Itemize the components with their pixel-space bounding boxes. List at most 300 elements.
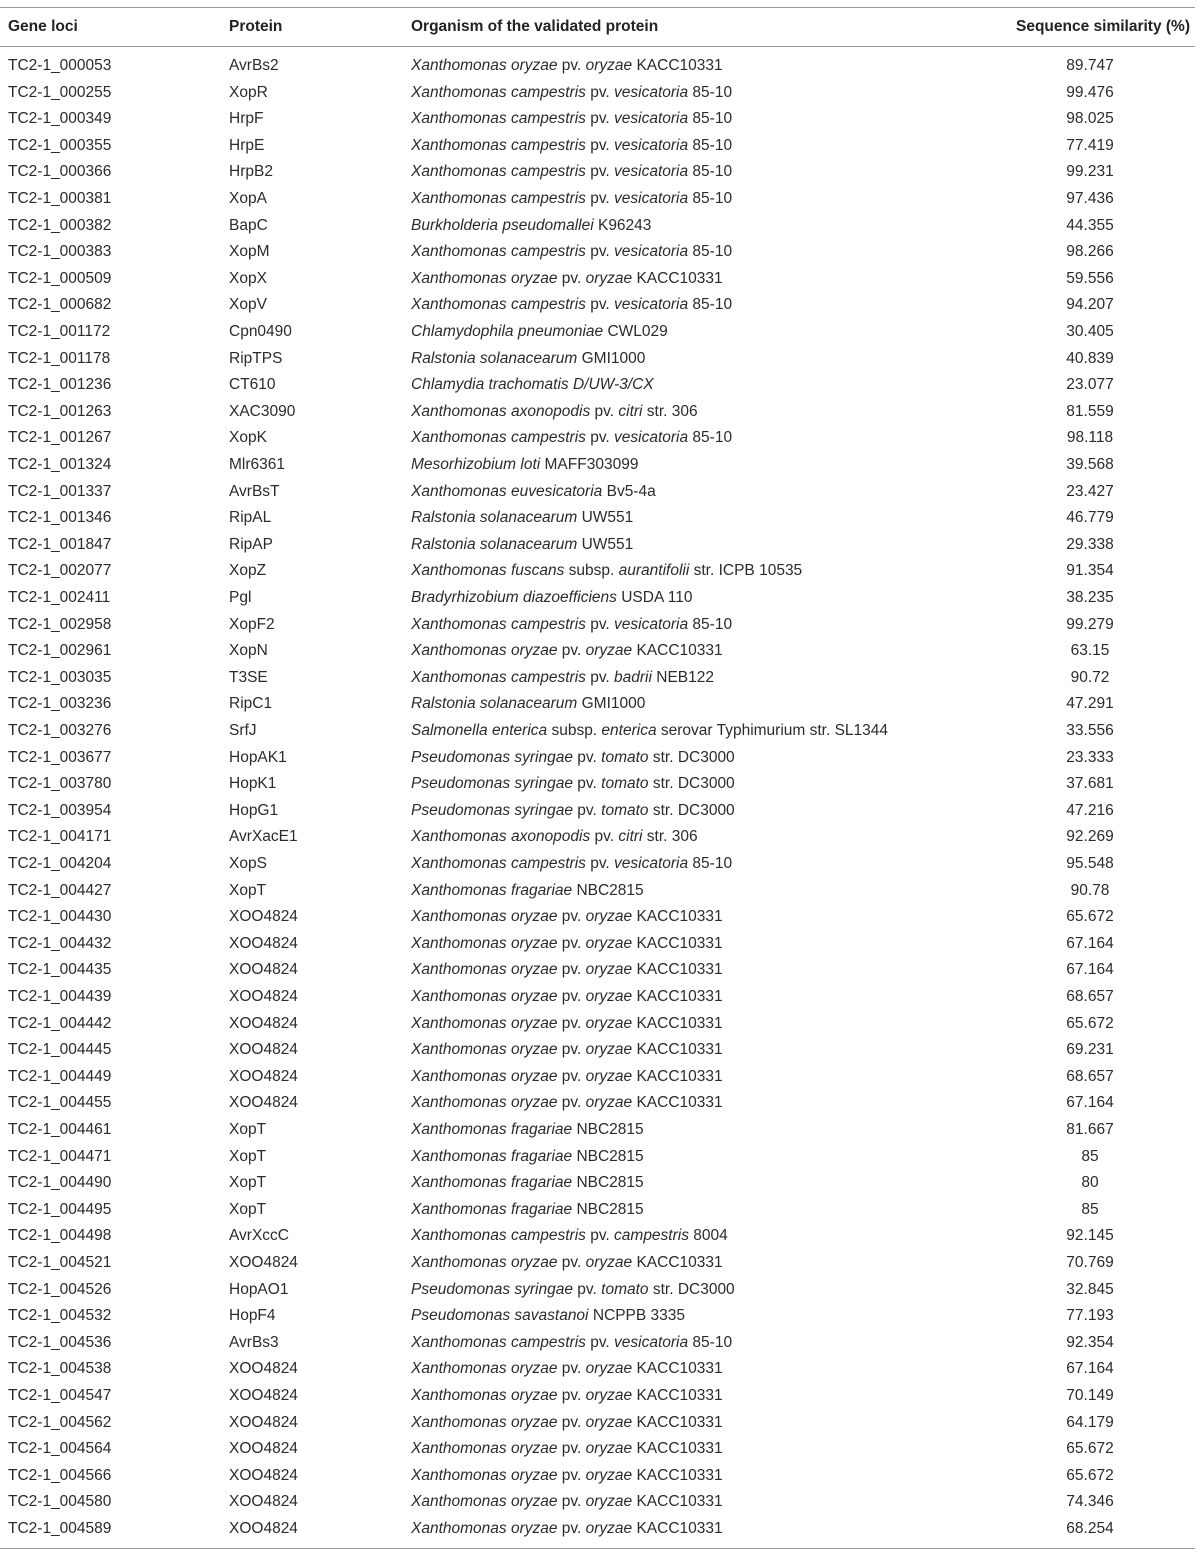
gene-loci-cell: TC2-1_003236	[8, 695, 112, 713]
protein-cell: SrfJ	[229, 722, 257, 739]
organism-cell	[411, 745, 735, 771]
organism-italic-part: vesicatoria	[614, 855, 689, 872]
organism-cell	[411, 691, 645, 717]
organism-cell	[411, 665, 714, 691]
organism-plain-part: pv.	[557, 988, 586, 1005]
organism-cell	[411, 1383, 723, 1409]
gene-loci-cell: TC2-1_004471	[8, 1147, 112, 1165]
table-row	[0, 851, 1200, 877]
table-row	[0, 957, 1200, 983]
organism-plain-part: NBC2815	[572, 1121, 644, 1138]
organism-cell	[411, 159, 732, 185]
organism-plain-part: pv.	[585, 190, 615, 207]
organism-italic-part: Xanthomonas oryzae	[411, 269, 558, 287]
protein-cell: BapC	[229, 216, 268, 234]
organism-plain-part: serovar Typhimurium str. SL1344	[656, 722, 889, 739]
protein-cell: XOO4824	[229, 1094, 298, 1112]
gene-loci-cell: TC2-1_004430	[8, 908, 112, 926]
protein-cell: XopT	[229, 1147, 267, 1165]
table-row	[0, 425, 1200, 451]
organism-cell	[411, 798, 735, 824]
gene-loci-cell: TC2-1_004439	[8, 988, 112, 1005]
gene-loci-cell: TC2-1_004589	[8, 1520, 112, 1537]
table-row	[0, 53, 1200, 79]
table-row	[0, 824, 1200, 850]
table-row	[0, 80, 1200, 106]
organism-plain-part: pv.	[557, 1014, 586, 1032]
organism-cell	[411, 479, 656, 505]
organism-plain-part: USDA 110	[616, 589, 693, 606]
organism-plain-part: pv.	[557, 1387, 586, 1404]
organism-italic-part: oryzae	[585, 1440, 633, 1458]
gene-loci-cell: TC2-1_004532	[8, 1307, 112, 1325]
gene-loci-cell: TC2-1_000349	[8, 110, 112, 128]
sequence-similarity-cell: 59.556	[1066, 269, 1114, 287]
protein-cell: XOO4824	[229, 1067, 298, 1085]
organism-plain-part: pv.	[585, 615, 615, 633]
organism-italic-part: oryzae	[585, 1014, 633, 1032]
table-row	[0, 1197, 1200, 1223]
sequence-similarity-cell: 65.672	[1066, 1440, 1114, 1458]
organism-italic-part: Xanthomonas oryzae	[411, 1014, 558, 1032]
organism-plain-part: KACC10331	[632, 908, 723, 926]
organism-plain-part: KACC10331	[632, 1466, 723, 1484]
gene-loci-cell: TC2-1_004449	[8, 1067, 112, 1085]
protein-cell: XopT	[229, 1121, 267, 1138]
organism-plain-part: KACC10331	[632, 1493, 723, 1511]
organism-plain-part: str. DC3000	[648, 1280, 735, 1298]
gene-loci-cell: TC2-1_004538	[8, 1360, 112, 1378]
organism-plain-part: pv.	[557, 1493, 586, 1511]
organism-italic-part: Xanthomonas fuscans	[411, 562, 565, 580]
sequence-similarity-cell: 68.657	[1066, 1067, 1114, 1085]
organism-cell	[411, 239, 732, 265]
organism-cell	[411, 1463, 723, 1489]
table-row	[0, 558, 1200, 584]
organism-plain-part: pv.	[557, 1440, 586, 1458]
organism-cell	[411, 1356, 723, 1382]
organism-italic-part: oryzae	[585, 57, 633, 74]
organism-italic-part: Salmonella enterica	[411, 722, 548, 739]
gene-loci-cell: TC2-1_004432	[8, 934, 112, 952]
organism-plain-part: pv.	[585, 668, 615, 686]
organism-italic-part: Mesorhizobium loti	[411, 456, 541, 473]
organism-plain-part: KACC10331	[632, 1041, 723, 1059]
sequence-similarity-cell: 47.291	[1066, 695, 1114, 713]
organism-italic-part: Xanthomonas oryzae	[411, 1254, 558, 1271]
organism-plain-part: pv.	[585, 83, 615, 101]
table-row	[0, 1170, 1200, 1196]
organism-italic-part: Burkholderia pseudomallei	[411, 216, 594, 234]
organism-plain-part: KACC10331	[632, 1387, 723, 1404]
organism-plain-part: GMI1000	[577, 695, 646, 713]
organism-plain-part: pv.	[585, 1333, 615, 1351]
organism-plain-part: 85-10	[688, 190, 733, 207]
organism-italic-part: oryzae	[585, 1067, 633, 1085]
gene-loci-cell: TC2-1_001172	[8, 323, 111, 340]
gene-loci-cell: TC2-1_004495	[8, 1200, 112, 1218]
organism-cell	[411, 1090, 723, 1116]
organism-italic-part: vesicatoria	[614, 296, 689, 314]
protein-cell: HrpF	[229, 110, 264, 128]
organism-cell	[411, 718, 888, 744]
organism-plain-part: MAFF303099	[540, 456, 639, 473]
protein-cell: HopAK1	[229, 748, 287, 766]
table-row	[0, 319, 1200, 345]
gene-loci-cell: TC2-1_004455	[8, 1094, 112, 1112]
gene-loci-cell: TC2-1_001337	[8, 482, 112, 500]
organism-cell	[411, 1436, 723, 1462]
organism-plain-part: pv.	[557, 1466, 586, 1484]
organism-plain-part: pv.	[557, 1520, 586, 1537]
protein-cell: XOO4824	[229, 988, 298, 1005]
organism-plain-part: 85-10	[688, 429, 733, 447]
gene-loci-cell: TC2-1_003276	[8, 722, 112, 739]
organism-italic-part: campestris	[614, 1227, 689, 1245]
organism-plain-part: 85-10	[688, 1333, 733, 1351]
organism-plain-part: KACC10331	[632, 1254, 723, 1271]
organism-plain-part: pv.	[557, 934, 586, 952]
organism-italic-part: Ralstonia solanacearum	[411, 535, 578, 553]
organism-italic-part: tomato	[601, 748, 649, 766]
organism-plain-part: UW551	[577, 509, 634, 527]
organism-cell	[411, 1011, 723, 1037]
gene-loci-cell: TC2-1_004564	[8, 1440, 112, 1458]
sequence-similarity-cell: 29.338	[1066, 535, 1114, 553]
sequence-similarity-cell: 80	[1081, 1174, 1099, 1192]
organism-italic-part: Pseudomonas syringae	[411, 748, 573, 766]
gene-loci-cell: TC2-1_000366	[8, 163, 112, 181]
table-row	[0, 1250, 1200, 1276]
table-row	[0, 399, 1200, 425]
organism-plain-part: NBC2815	[572, 881, 644, 899]
organism-italic-part: Ralstonia solanacearum	[411, 349, 578, 367]
protein-cell: XOO4824	[229, 1520, 298, 1537]
protein-cell: XopN	[229, 642, 268, 660]
protein-cell: XOO4824	[229, 1493, 298, 1511]
gene-loci-cell: TC2-1_004427	[8, 881, 112, 899]
organism-italic-part: Xanthomonas oryzae	[411, 1440, 558, 1458]
protein-cell: XopA	[229, 190, 267, 207]
organism-cell	[411, 771, 735, 797]
organism-plain-part: KACC10331	[632, 1067, 723, 1085]
sequence-similarity-cell: 44.355	[1066, 216, 1114, 234]
organism-plain-part: pv.	[590, 402, 619, 420]
sequence-similarity-cell: 65.672	[1066, 908, 1114, 926]
table-row	[0, 904, 1200, 930]
organism-italic-part: vesicatoria	[614, 136, 689, 154]
sequence-similarity-cell: 85	[1081, 1200, 1099, 1218]
table-row	[0, 1383, 1200, 1409]
table-row	[0, 292, 1200, 318]
sequence-similarity-cell: 47.216	[1066, 801, 1114, 819]
protein-cell: HopF4	[229, 1307, 276, 1325]
table-row	[0, 1303, 1200, 1329]
sequence-similarity-cell: 65.672	[1066, 1014, 1114, 1032]
table-row	[0, 1011, 1200, 1037]
table-row	[0, 106, 1200, 132]
organism-plain-part: KACC10331	[632, 642, 723, 660]
organism-italic-part: Xanthomonas oryzae	[411, 1067, 558, 1085]
table-row	[0, 1144, 1200, 1170]
organism-plain-part: pv.	[585, 429, 615, 447]
organism-italic-part: Xanthomonas oryzae	[411, 934, 558, 952]
protein-cell: XAC3090	[229, 402, 296, 420]
protein-cell: RipTPS	[229, 349, 283, 367]
protein-cell: XOO4824	[229, 1254, 298, 1271]
sequence-similarity-cell: 63.15	[1070, 642, 1110, 660]
organism-italic-part: vesicatoria	[614, 243, 689, 261]
organism-italic-part: Xanthomonas fragariae	[411, 1121, 573, 1138]
gene-loci-cell: TC2-1_004171	[8, 828, 112, 846]
organism-plain-part: str. DC3000	[648, 748, 735, 766]
organism-cell	[411, 984, 723, 1010]
organism-plain-part: KACC10331	[632, 57, 723, 74]
organism-italic-part: Xanthomonas oryzae	[411, 642, 558, 660]
organism-cell	[411, 425, 732, 451]
organism-italic-part: Xanthomonas campestris	[411, 668, 586, 686]
protein-cell: HopK1	[229, 775, 277, 793]
sequence-similarity-cell: 77.419	[1066, 136, 1114, 154]
organism-cell	[411, 638, 723, 664]
protein-cell: XopT	[229, 881, 267, 899]
gene-loci-cell: TC2-1_004536	[8, 1333, 112, 1351]
organism-plain-part: pv.	[557, 1094, 586, 1112]
protein-cell: XOO4824	[229, 1041, 298, 1059]
organism-cell	[411, 1117, 644, 1143]
organism-italic-part: Xanthomonas oryzae	[411, 1493, 558, 1511]
sequence-similarity-cell: 89.747	[1066, 57, 1114, 74]
organism-italic-part: Xanthomonas campestris	[411, 296, 586, 314]
organism-italic-part: Xanthomonas fragariae	[411, 881, 573, 899]
protein-cell: AvrBs2	[229, 57, 279, 74]
table-row	[0, 1277, 1200, 1303]
sequence-similarity-cell: 99.279	[1066, 615, 1114, 633]
organism-cell	[411, 1144, 644, 1170]
protein-cell: XopT	[229, 1200, 267, 1218]
table-bottom-rule	[0, 1548, 1195, 1549]
organism-plain-part: pv.	[585, 1227, 615, 1245]
organism-plain-part: CWL029	[603, 323, 668, 340]
organism-italic-part: Xanthomonas fragariae	[411, 1147, 573, 1165]
organism-italic-part: oryzae	[585, 1520, 633, 1537]
sequence-similarity-cell: 92.354	[1066, 1333, 1114, 1351]
table-row	[0, 346, 1200, 372]
organism-italic-part: vesicatoria	[614, 429, 689, 447]
organism-italic-part: Xanthomonas euvesicatoria	[411, 482, 603, 500]
table-row	[0, 638, 1200, 664]
sequence-similarity-cell: 98.118	[1066, 429, 1114, 447]
organism-plain-part: pv.	[557, 961, 586, 979]
organism-cell	[411, 1303, 685, 1329]
organism-plain-part: 85-10	[688, 296, 733, 314]
organism-italic-part: Chlamydophila pneumoniae	[411, 323, 604, 340]
gene-loci-cell: TC2-1_000383	[8, 243, 112, 261]
sequence-similarity-cell: 95.548	[1066, 855, 1114, 872]
organism-italic-part: oryzae	[585, 1387, 633, 1404]
organism-italic-part: Xanthomonas campestris	[411, 83, 586, 101]
gene-loci-cell: TC2-1_001346	[8, 509, 112, 527]
gene-loci-cell: TC2-1_004490	[8, 1174, 112, 1192]
sequence-similarity-cell: 81.667	[1066, 1121, 1114, 1138]
organism-italic-part: Xanthomonas axonopodis	[411, 828, 591, 846]
sequence-similarity-cell: 23.333	[1066, 748, 1114, 766]
sequence-similarity-cell: 99.231	[1066, 163, 1114, 181]
organism-plain-part: 85-10	[688, 243, 733, 261]
protein-cell: HrpB2	[229, 163, 273, 181]
sequence-similarity-cell: 67.164	[1066, 961, 1114, 979]
organism-plain-part: pv.	[573, 748, 602, 766]
organism-cell	[411, 53, 723, 79]
organism-plain-part: 8004	[688, 1227, 728, 1245]
protein-cell: HopAO1	[229, 1280, 289, 1298]
organism-italic-part: Xanthomonas axonopodis	[411, 402, 591, 420]
protein-cell: XopK	[229, 429, 267, 447]
organism-cell	[411, 80, 732, 106]
organism-plain-part: KACC10331	[632, 269, 723, 287]
organism-plain-part: 85-10	[688, 855, 733, 872]
organism-cell	[411, 1330, 732, 1356]
organism-italic-part: Xanthomonas oryzae	[411, 1041, 558, 1059]
sequence-similarity-cell: 67.164	[1066, 934, 1114, 952]
table-row	[0, 1516, 1200, 1542]
organism-italic-part: oryzae	[585, 1254, 633, 1271]
organism-italic-part: vesicatoria	[614, 110, 689, 128]
organism-plain-part: KACC10331	[632, 961, 723, 979]
organism-cell	[411, 878, 644, 904]
table-row	[0, 133, 1200, 159]
organism-cell	[411, 319, 668, 345]
table-top-rule	[0, 7, 1195, 8]
organism-plain-part: pv.	[557, 1067, 586, 1085]
sequence-similarity-cell: 23.427	[1066, 482, 1114, 500]
organism-cell	[411, 292, 732, 318]
organism-plain-part: str. DC3000	[648, 775, 735, 793]
organism-cell	[411, 106, 732, 132]
gene-loci-cell: TC2-1_004204	[8, 855, 112, 872]
organism-cell	[411, 558, 802, 584]
table-row	[0, 691, 1200, 717]
organism-plain-part: pv.	[557, 1413, 586, 1431]
organism-cell	[411, 133, 732, 159]
gene-loci-cell: TC2-1_000382	[8, 216, 112, 234]
protein-cell: AvrXacE1	[229, 828, 298, 846]
sequence-similarity-cell: 38.235	[1066, 589, 1114, 606]
organism-italic-part: vesicatoria	[614, 83, 689, 101]
table-row	[0, 372, 1200, 398]
organism-plain-part: NBC2815	[572, 1147, 644, 1165]
organism-italic-part: Xanthomonas campestris	[411, 110, 586, 128]
organism-italic-part: vesicatoria	[614, 163, 689, 181]
sequence-similarity-cell: 85	[1081, 1147, 1099, 1165]
protein-cell: XOO4824	[229, 1014, 298, 1032]
table-row	[0, 186, 1200, 212]
protein-cell: RipAP	[229, 535, 273, 553]
table-row	[0, 1356, 1200, 1382]
header-gene-loci: Gene loci	[8, 18, 78, 35]
header-sequence-similarity: Sequence similarity (%)	[1015, 18, 1190, 35]
gene-loci-cell: TC2-1_004442	[8, 1014, 112, 1032]
organism-italic-part: Xanthomonas campestris	[411, 1333, 586, 1351]
gene-loci-cell: TC2-1_002077	[8, 562, 112, 580]
protein-cell: XopR	[229, 83, 268, 101]
sequence-similarity-cell: 67.164	[1066, 1094, 1114, 1112]
gene-loci-cell: TC2-1_004566	[8, 1466, 112, 1484]
sequence-similarity-cell: 69.231	[1066, 1041, 1114, 1059]
organism-plain-part: UW551	[577, 535, 634, 553]
table-row	[0, 239, 1200, 265]
table-row	[0, 532, 1200, 558]
gene-loci-cell: TC2-1_000682	[8, 296, 112, 314]
organism-plain-part: 85-10	[688, 163, 733, 181]
sequence-similarity-cell: 92.269	[1066, 828, 1114, 846]
organism-plain-part: pv.	[573, 801, 602, 819]
organism-plain-part: KACC10331	[632, 1094, 723, 1112]
organism-italic-part: oryzae	[585, 908, 633, 926]
organism-plain-part: pv.	[590, 828, 619, 846]
protein-cell: XOO4824	[229, 961, 298, 979]
sequence-similarity-cell: 98.266	[1066, 243, 1114, 261]
table-row	[0, 878, 1200, 904]
protein-cell: CT610	[229, 376, 276, 394]
organism-plain-part: pv.	[585, 163, 615, 181]
sequence-similarity-cell: 40.839	[1066, 349, 1114, 367]
organism-plain-part: 85-10	[688, 615, 733, 633]
protein-cell: RipAL	[229, 509, 272, 527]
protein-cell: Pgl	[229, 589, 252, 606]
sequence-similarity-cell: 90.78	[1070, 881, 1110, 899]
protein-cell: XopZ	[229, 562, 267, 580]
sequence-similarity-cell: 68.254	[1066, 1520, 1114, 1537]
protein-cell: HopG1	[229, 801, 279, 819]
table-row	[0, 1410, 1200, 1436]
gene-loci-cell: TC2-1_004445	[8, 1041, 112, 1059]
gene-loci-cell: TC2-1_004580	[8, 1493, 112, 1511]
gene-loci-cell: TC2-1_001267	[8, 429, 112, 447]
organism-plain-part: NBC2815	[572, 1174, 644, 1192]
organism-italic-part: Bradyrhizobium diazoefficiens	[411, 589, 617, 606]
gene-loci-cell: TC2-1_000355	[8, 136, 112, 154]
sequence-similarity-cell: 98.025	[1066, 110, 1114, 128]
gene-loci-cell: TC2-1_000381	[8, 190, 112, 207]
organism-cell	[411, 957, 723, 983]
organism-plain-part: str. 306	[642, 828, 698, 846]
organism-italic-part: Pseudomonas savastanoi	[411, 1307, 589, 1325]
organism-italic-part: Xanthomonas oryzae	[411, 1520, 558, 1537]
organism-italic-part: tomato	[601, 801, 649, 819]
organism-italic-part: vesicatoria	[614, 190, 689, 207]
protein-cell: XopS	[229, 855, 267, 872]
organism-italic-part: vesicatoria	[614, 1333, 689, 1351]
organism-plain-part: str. 306	[642, 402, 698, 420]
organism-italic-part: Xanthomonas oryzae	[411, 1360, 558, 1378]
protein-cell: Mlr6361	[229, 456, 285, 473]
header-rule	[0, 46, 1195, 47]
organism-plain-part: NEB122	[651, 668, 714, 686]
organism-cell	[411, 931, 723, 957]
protein-cell: Cpn0490	[229, 323, 292, 340]
protein-cell: XopF2	[229, 615, 275, 633]
organism-plain-part: GMI1000	[577, 349, 646, 367]
sequence-similarity-cell: 30.405	[1066, 323, 1114, 340]
table-row	[0, 771, 1200, 797]
organism-italic-part: Xanthomonas fragariae	[411, 1200, 573, 1218]
protein-cell: XOO4824	[229, 1360, 298, 1378]
organism-italic-part: Xanthomonas oryzae	[411, 988, 558, 1005]
organism-italic-part: oryzae	[585, 1413, 633, 1431]
organism-italic-part: Pseudomonas syringae	[411, 775, 573, 793]
table-row	[0, 665, 1200, 691]
